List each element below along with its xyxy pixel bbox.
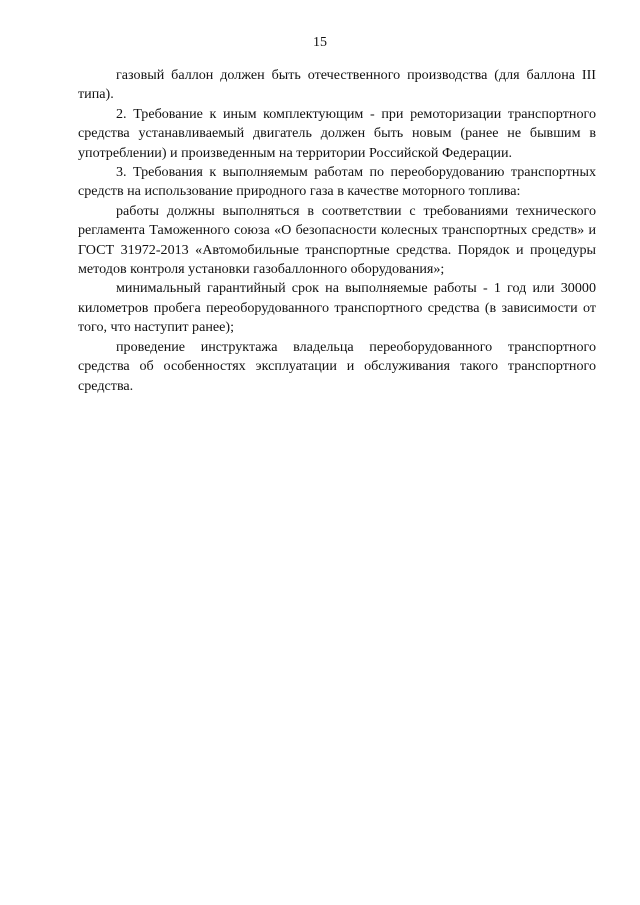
paragraph-owner-briefing: проведение инструктажа владельца переоборудованного транспортного средства об особенностях эксплуатации и обслуживания такого транспортного средства.	[78, 338, 596, 394]
paragraph-gas-cylinder: газовый баллон должен быть отечественного производства (для баллона III типа).	[78, 67, 596, 103]
document-body	[78, 66, 596, 396]
paragraph-requirement-components: 2. Требование к иным комплектующим - при ремоторизации транспортного средства устанавливаемый двигатель должен быть новым (ранее не бывшим в употреблении) и произведенным на территории Российской Федерации.	[78, 105, 596, 161]
page-number: 15	[313, 35, 327, 50]
paragraph-warranty: минимальный гарантийный срок на выполняемые работы - 1 год или 30000 километров пробега переоборудованного транспортного средства (в зависимости от того, что наступит ранее);	[78, 280, 596, 336]
paragraph-requirement-works: 3. Требования к выполняемым работам по переоборудованию транспортных средств на использование природного газа в качестве моторного топлива:	[78, 164, 596, 200]
paragraph-works-compliance: работы должны выполняться в соответствии с требованиями технического регламента Таможенного союза «О безопасности колесных транспортных средств» и ГОСТ 31972-2013 «Автомобильные транспортные средства. Порядок и процедуры методов контроля установки газобаллонного оборудования»;	[78, 202, 596, 278]
